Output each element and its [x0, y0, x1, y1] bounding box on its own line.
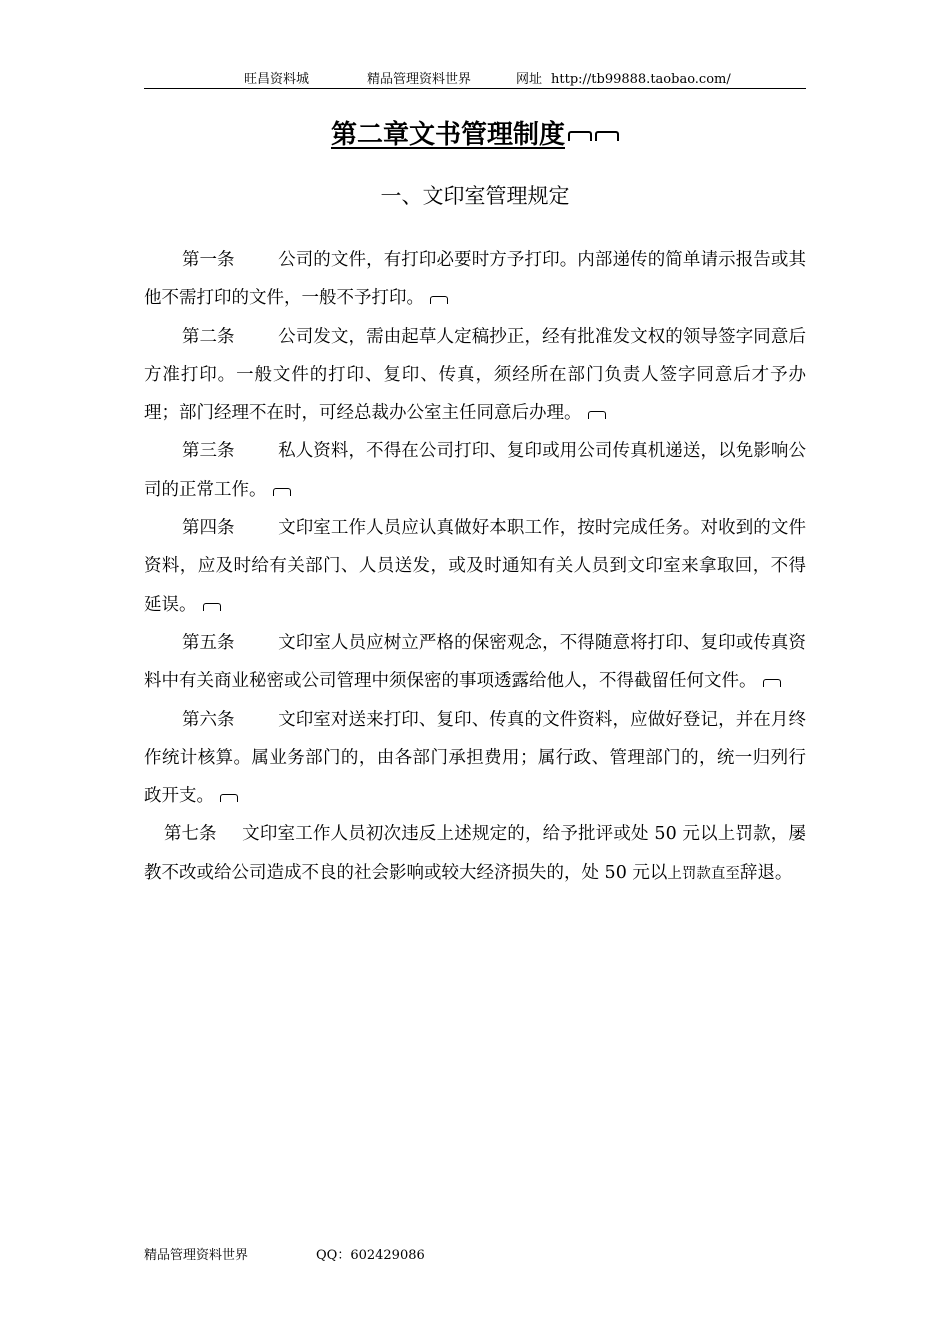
article-text: 公司发文，需由起草人定稿抄正，经有批准发文权的领导签字同意后方准打印。一般文件的打印、复印、传真，须经所在部门负责人签字同意后才予办理；部门经理不在时，可经总裁办公室主任同意后办理。	[144, 326, 806, 424]
article-number: 第一条	[182, 250, 235, 270]
paragraph-mark-icon	[203, 603, 221, 611]
article-paragraph	[144, 815, 806, 893]
article-number: 第二条	[182, 326, 235, 347]
footer-qq-contact: QQ：602429086	[316, 1248, 425, 1263]
paragraph-mark-icon	[273, 488, 291, 496]
article-number: 第三条	[182, 441, 235, 462]
header-site-tagline: 精品管理资料世界	[367, 72, 472, 87]
chapter-title	[0, 115, 950, 155]
page-header	[144, 66, 806, 89]
article-paragraph	[144, 624, 806, 701]
article-number: 第五条	[182, 632, 235, 653]
paragraph-mark-icon	[568, 131, 592, 141]
page-footer	[144, 1246, 806, 1266]
paragraph-mark-icon	[595, 131, 619, 141]
article-text: 文印室工作人员应认真做好本职工作，按时完成任务。对收到的文件资料，应及时给有关部门、人员送发，或及时通知有关人员到文印室来拿取回，不得延误。	[144, 518, 806, 615]
article-number: 第七条	[164, 824, 217, 845]
article-text: 私人资料，不得在公司打印、复印或用公司传真机递送，以免影响公司的正常工作。	[144, 441, 806, 500]
paragraph-mark-icon	[588, 411, 606, 419]
article-text-small: 上罚款直至	[667, 865, 740, 882]
document-body	[144, 241, 806, 893]
article-paragraph	[144, 318, 806, 433]
article-paragraph	[144, 509, 806, 624]
chapter-title-text: 第二章文书管理制度	[330, 120, 565, 150]
article-text: 文印室工作人员初次违反上述规定的，给予批评或处 50 元以上罚款，屡教不改或给公司造成不良的社会影响或较大经济损失的，处 50 元以	[144, 824, 806, 883]
article-number: 第六条	[182, 709, 235, 730]
paragraph-mark-icon	[220, 794, 238, 802]
header-site-name: 旺昌资料城	[244, 72, 310, 87]
section-heading: 一、文印室管理规定	[380, 184, 570, 208]
article-text: 文印室对送来打印、复印、传真的文件资料，应做好登记，并在月终作统计核算。属业务部门的，由各部门承担费用；属行政、管理部门的，统一归列行政开支。	[144, 709, 806, 807]
article-text-end: 辞退。	[739, 862, 793, 883]
article-text: 公司的文件，有打印必要时方予打印。内部递传的简单请示报告或其他不需打印的文件，一般不予打印。	[144, 250, 806, 309]
article-paragraph	[144, 432, 806, 509]
header-url-label: 网址	[516, 72, 543, 87]
article-text: 文印室人员应树立严格的保密观念，不得随意将打印、复印或传真资料中有关商业秘密或公司管理中须保密的事项透露给他人，不得截留任何文件。	[144, 632, 806, 692]
paragraph-mark-icon	[430, 296, 448, 304]
footer-site-name: 精品管理资料世界	[144, 1248, 249, 1263]
article-paragraph	[144, 701, 806, 816]
article-number: 第四条	[182, 518, 235, 539]
article-paragraph	[144, 241, 806, 318]
header-url-link[interactable]: http://tb99888.taobao.com/	[551, 72, 731, 87]
paragraph-mark-icon	[763, 679, 781, 687]
